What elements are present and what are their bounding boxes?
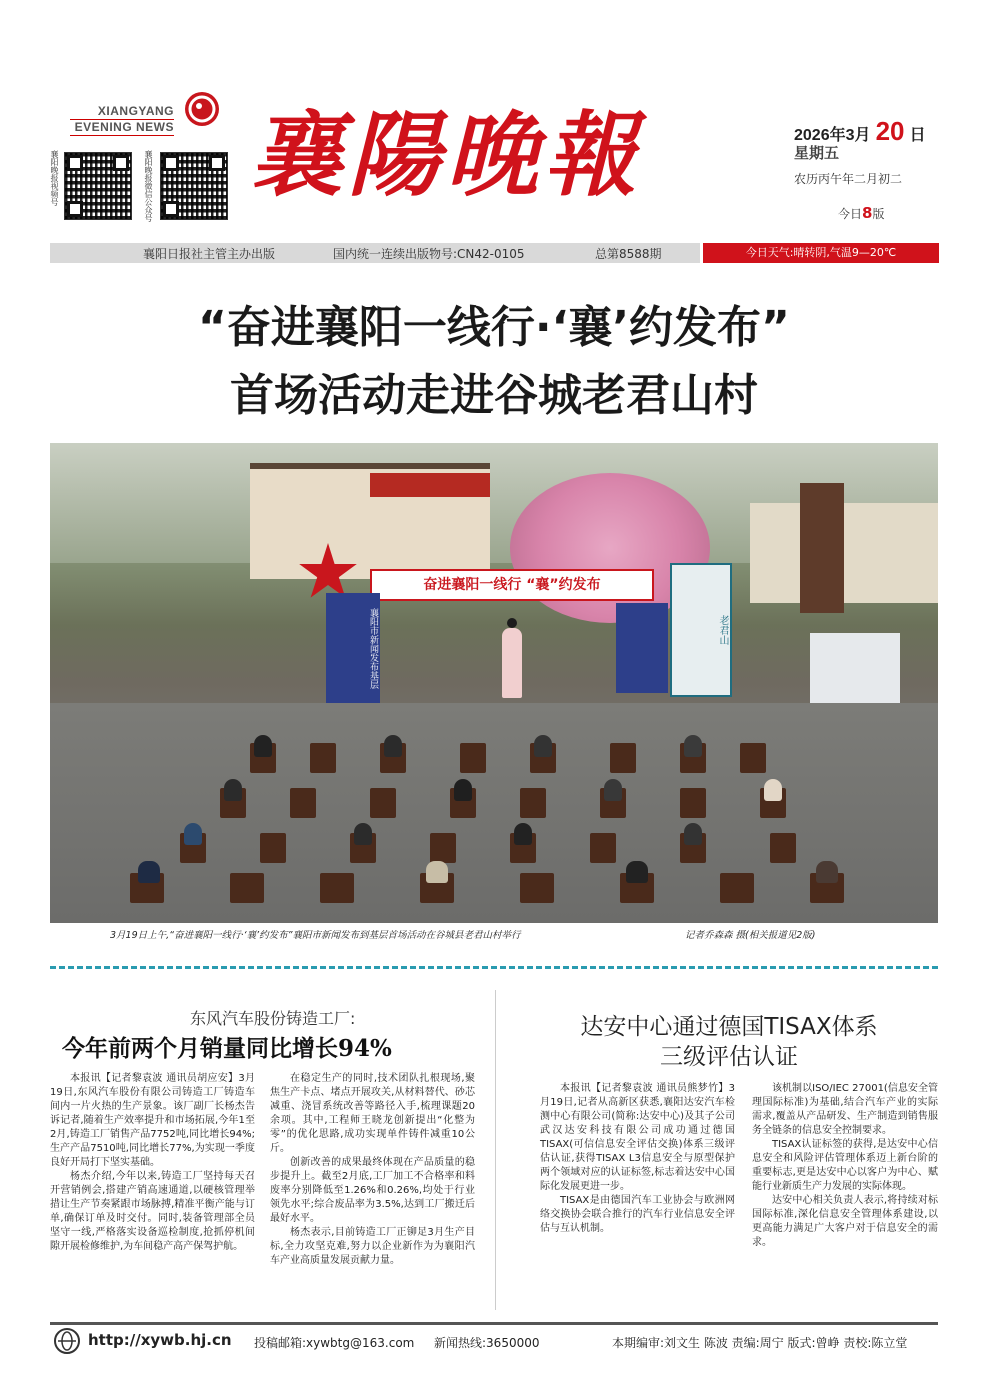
english-name-line2: EVENING NEWS — [74, 120, 174, 134]
section-divider — [50, 966, 938, 969]
left-article-subhead: 东风汽车股份铸造工厂: — [190, 1009, 356, 1028]
qr-right-label: 襄阳晚报微信公众号 — [144, 150, 153, 222]
photo-banner: 奋进襄阳一线行 “襄”约发布 — [370, 569, 654, 601]
headline-line1: “奋进襄阳一线行·‘襄’约发布” — [198, 302, 790, 353]
weather-bar: 今日天气:晴转阴,气温9—20℃ — [703, 243, 939, 263]
weekday: 星期五 — [794, 145, 840, 162]
editor-credits: 本期编审:刘文生 陈波 责编:周宁 版式:曾峥 责校:陈立堂 — [612, 1336, 908, 1350]
website-icon — [54, 1328, 80, 1354]
date-day-suffix: 日 — [909, 127, 926, 144]
headline-line2: 首场活动走进谷城老君山村 — [230, 370, 758, 421]
paragraph: 该机制以ISO/IEC 27001(信息安全管理国际标准)为基础,结合汽车产业的实际需求,覆盖从产品研发、生产制造到销售服务全链条的信息安全控制要求。 — [752, 1083, 938, 1136]
masthead-title: 襄陽晚報 — [250, 101, 643, 209]
left-article-col2 — [270, 1072, 475, 1268]
event-photo — [50, 443, 938, 923]
date-day: 20 — [875, 116, 905, 146]
issue-number: 总第8588期 — [595, 247, 662, 261]
english-name-line1: XIANGYANG — [97, 104, 174, 118]
news-hotline: 新闻热线:3650000 — [434, 1336, 540, 1350]
publisher: 襄阳日报社主管主办出版 — [143, 247, 276, 261]
qr-code-left[interactable] — [64, 152, 132, 220]
cn-number: 国内统一连续出版物号:CN42-0105 — [333, 247, 525, 261]
photo-credit: 记者乔森森 摄(相关报道见2版) — [685, 930, 816, 941]
english-name — [70, 104, 174, 136]
right-article-col1 — [540, 1082, 735, 1236]
photo-sign-right: 老君山 — [670, 563, 732, 697]
paragraph: 本报讯【记者黎袁波 通讯员胡应安】3月19日,东风汽车股份有限公司铸造工厂铸造车间内一片火热的生产景象。该厂副厂长杨杰告诉记者,随着生产效率提升和市场拓展,今年1至2月,铸造工厂销售产品7752吨,同比增长94%;生产产品7510吨,同比增长77%,为实现一季度良好开局打下坚实基础。 — [50, 1073, 255, 1168]
lunar-date: 农历丙午年二月初二 — [794, 172, 903, 186]
date-year-month: 2026年3月 — [794, 127, 871, 144]
paragraph: TISAX认证标签的获得,是达安中心信息安全和风险评估管理体系迈上新台阶的重要标志,更是达安中心以客户为中心、赋能行业新质生产力发展的实际体现。 — [752, 1139, 938, 1192]
right-article-headline-2: 三级评估认证 — [660, 1044, 798, 1070]
paragraph: 在稳定生产的同时,技术团队扎根现场,聚焦生产卡点、堵点开展攻关,从材料替代、砂芯减重、浇冒系统改善等路径入手,梳理课题20余项。其中,工程师王晓龙创新提出“化整为零”的优化思路,成功实现单件铸件减重10公斤。 — [270, 1073, 475, 1154]
submission-email[interactable]: 投稿邮箱:xywbtg@163.com — [254, 1336, 415, 1350]
right-article-col2 — [752, 1082, 938, 1250]
photo-sign-left: 襄阳市新闻发布基层 — [326, 593, 380, 703]
paragraph: 杨杰表示,目前铸造工厂正铆足3月生产目标,全力攻坚克难,努力以企业新作为为襄阳汽车产业高质量发展贡献力量。 — [270, 1227, 475, 1266]
left-article-col1 — [50, 1072, 255, 1254]
paragraph: 杨杰介绍,今年以来,铸造工厂坚持每天召开营销例会,搭建产销高速通道,以硬核管理举措让生产节奏紧跟市场脉搏,精准平衡产能与订单,确保订单及时交付。同时,装备管理部全员坚守一线,严格落实设备巡检制度,抢抓停机间隙开展检修维护,为车间稳产高产保驾护航。 — [50, 1171, 255, 1252]
page-count: 今日8版 — [838, 204, 885, 222]
right-article-headline-1: 达安中心通过德国TISAX体系 — [580, 1014, 878, 1040]
qr-left-label: 襄阳晚报视频号 — [50, 150, 59, 206]
qr-code-right[interactable] — [160, 152, 228, 220]
info-bar — [50, 243, 700, 263]
paragraph: 创新改善的成果最终体现在产品质量的稳步提升上。截至2月底,工厂加工不合格率和料废率分别降低至1.26%和0.26%,均处于行业领先水平;综合废品率为3.5%,达到工厂搬迁后最好水平。 — [270, 1157, 475, 1224]
paragraph: 达安中心相关负责人表示,将持续对标国际标准,深化信息安全管理体系建设,以更高能力满足广大客户对于信息安全的需求。 — [752, 1195, 938, 1248]
paragraph: 本报讯【记者黎袁波 通讯员熊梦竹】3月19日,记者从高新区获悉,襄阳达安汽车检测中心有限公司(简称:达安中心)及其子公司武汉达安科技有限公司成功通过德国TISAX(可信信息安全评估交换)体系三级评估认证,获得TISAX L3信息安全与原型保护两个领域对应的认证标签,标志着达安中心国际化发展更进一步。 — [540, 1083, 735, 1192]
newspaper-emblem-icon — [185, 92, 219, 126]
paragraph: TISAX是由德国汽车工业协会与欧洲网络交换协会联合推行的汽车行业信息安全评估与互认机制。 — [540, 1195, 735, 1234]
left-article-headline: 今年前两个月销量同比增长94% — [62, 1035, 392, 1062]
website-link[interactable]: http://xywb.hj.cn — [88, 1331, 232, 1349]
photo-caption: 3月19日上午,“奋进襄阳一线行·‘襄’约发布”襄阳市新闻发布到基层首场活动在谷城县老君山村举行 — [110, 930, 521, 941]
